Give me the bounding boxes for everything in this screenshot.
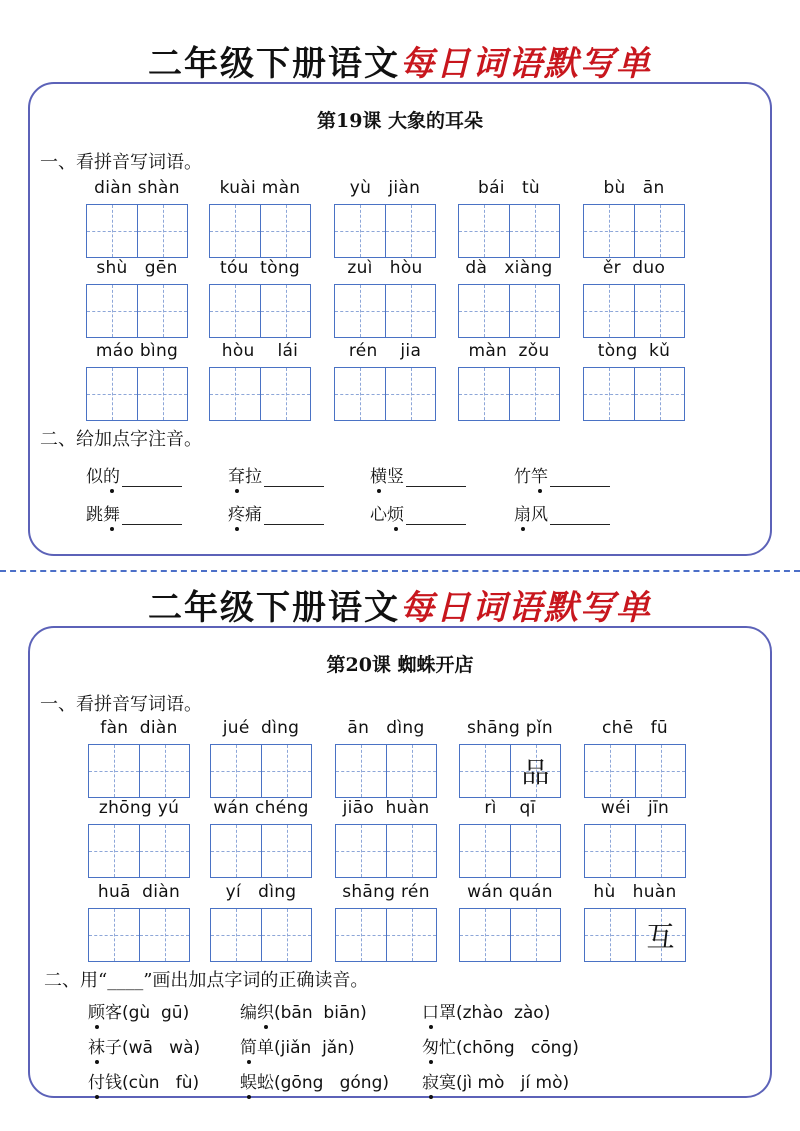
dotted-character: 蜈: [240, 1073, 257, 1093]
tianzige-writing-box[interactable]: [335, 824, 437, 878]
pinyin-label: shù gēn: [96, 258, 178, 278]
tianzige-square[interactable]: [585, 825, 635, 877]
tianzige-square[interactable]: [385, 285, 435, 337]
dotted-character: 竿: [531, 467, 548, 487]
tianzige-square[interactable]: [210, 205, 260, 257]
answer-blank[interactable]: [550, 469, 610, 487]
pinyin-label: bù ān: [603, 178, 665, 198]
item-text: 罩(zhào zào): [439, 1003, 551, 1023]
tianzige-square[interactable]: [336, 909, 386, 961]
tianzige-square[interactable]: [211, 909, 261, 961]
pinyin-label: màn zǒu: [468, 341, 550, 361]
tianzige-writing-box[interactable]: [334, 204, 436, 258]
tianzige-square[interactable]: [386, 745, 436, 797]
tianzige-square[interactable]: [137, 205, 187, 257]
answer-blank[interactable]: [406, 469, 466, 487]
pinyin-label: jiāo huàn: [342, 798, 430, 818]
tianzige-square[interactable]: [87, 368, 137, 420]
pinyin-label: ěr duo: [602, 258, 666, 278]
dotted-character: 匆: [422, 1038, 439, 1058]
tianzige-writing-box[interactable]: [459, 908, 561, 962]
zhuyin-item: [228, 500, 324, 525]
tianzige-writing-box[interactable]: [86, 204, 188, 258]
tianzige-square[interactable]: [336, 745, 386, 797]
tianzige-writing-box[interactable]: [210, 744, 312, 798]
tianzige-square[interactable]: [261, 909, 311, 961]
tianzige-writing-box[interactable]: [210, 908, 312, 962]
choice-item: [240, 1068, 389, 1093]
tianzige-square[interactable]: [139, 825, 189, 877]
dotted-character: 烦: [387, 505, 404, 525]
tianzige-square[interactable]: [460, 745, 510, 797]
answer-blank[interactable]: [122, 469, 182, 487]
tianzige-square[interactable]: [211, 825, 261, 877]
sheet1-title-main: 二年级下册语文: [148, 44, 400, 84]
choice-item: [88, 1068, 199, 1093]
tianzige-square[interactable]: [211, 745, 261, 797]
item-text: 寞(jì mò jí mò): [439, 1073, 570, 1093]
item-text: 似: [86, 467, 103, 487]
pinyin-label: ān dìng: [347, 718, 425, 738]
item-text: 单(jiǎn jǎn): [257, 1038, 355, 1058]
tianzige-square[interactable]: [137, 285, 187, 337]
item-text: 客(gù gū): [105, 1003, 190, 1023]
pinyin-label: hù huàn: [593, 882, 677, 902]
tianzige-square[interactable]: [260, 205, 310, 257]
sheet2-question1: 一、看拼音写词语。: [40, 694, 202, 715]
tianzige-writing-box[interactable]: [458, 204, 560, 258]
tianzige-writing-box[interactable]: [210, 824, 312, 878]
tianzige-writing-box[interactable]: [583, 367, 685, 421]
sheet1-panel: [28, 82, 772, 556]
hint-character: 互: [646, 920, 675, 953]
tianzige-writing-box[interactable]: [86, 367, 188, 421]
zhuyin-item: [86, 500, 182, 525]
item-text: 痛: [245, 505, 262, 525]
pinyin-label: kuài màn: [219, 178, 301, 198]
tianzige-square[interactable]: [139, 745, 189, 797]
choice-item: [240, 1033, 355, 1058]
tianzige-square[interactable]: [87, 205, 137, 257]
item-text: 竹: [514, 467, 531, 487]
sheet1-question1: 一、看拼音写词语。: [40, 152, 202, 173]
answer-blank[interactable]: [550, 507, 610, 525]
choice-item: [88, 1033, 200, 1058]
pinyin-label: diàn shàn: [94, 178, 180, 198]
tianzige-square[interactable]: [509, 368, 559, 420]
tianzige-square[interactable]: [137, 368, 187, 420]
tianzige-square[interactable]: [87, 285, 137, 337]
tianzige-square[interactable]: [89, 909, 139, 961]
dotted-character: 疼: [228, 505, 245, 525]
pinyin-label: yù jiàn: [349, 178, 421, 198]
item-text: 风: [531, 505, 548, 525]
zhuyin-item: [370, 500, 466, 525]
choice-item: [422, 998, 550, 1023]
dotted-character: 的: [103, 467, 120, 487]
item-text: 子(wā wà): [105, 1038, 201, 1058]
tianzige-square[interactable]: [386, 909, 436, 961]
dotted-character: 寂: [422, 1073, 439, 1093]
dotted-character: 袜: [88, 1038, 105, 1058]
tianzige-square[interactable]: [385, 205, 435, 257]
tianzige-square[interactable]: [139, 909, 189, 961]
tianzige-square[interactable]: [634, 205, 684, 257]
tianzige-square[interactable]: [385, 368, 435, 420]
tianzige-square[interactable]: [210, 285, 260, 337]
pinyin-label: tòng kǔ: [597, 341, 671, 361]
dotted-character: 口: [422, 1003, 439, 1023]
dotted-character: 横: [370, 467, 387, 487]
dotted-character: 舞: [103, 505, 120, 525]
tianzige-writing-box[interactable]: [88, 908, 190, 962]
tianzige-square[interactable]: [89, 745, 139, 797]
pinyin-label: yí dìng: [225, 882, 297, 902]
tianzige-writing-box[interactable]: [583, 284, 685, 338]
item-text: 编: [240, 1003, 257, 1023]
tianzige-square[interactable]: [510, 745, 560, 797]
tianzige-square[interactable]: [460, 909, 510, 961]
item-text: 忙(chōng cōng): [439, 1038, 579, 1058]
dotted-character: 付: [88, 1073, 105, 1093]
pinyin-label: wán chéng: [213, 798, 309, 818]
answer-blank[interactable]: [406, 507, 466, 525]
item-text: 竖: [387, 467, 404, 487]
tianzige-square[interactable]: [335, 205, 385, 257]
tianzige-square[interactable]: [585, 909, 635, 961]
zhuyin-item: [228, 462, 324, 487]
dotted-character: 织: [257, 1003, 274, 1023]
tianzige-square[interactable]: [509, 285, 559, 337]
tianzige-writing-box[interactable]: [335, 744, 437, 798]
tianzige-writing-box[interactable]: [584, 908, 686, 962]
item-text: 跳: [86, 505, 103, 525]
tianzige-square[interactable]: [634, 368, 684, 420]
tianzige-writing-box[interactable]: [209, 367, 311, 421]
tianzige-square[interactable]: [459, 368, 509, 420]
pinyin-label: bái tù: [478, 178, 540, 198]
tianzige-square[interactable]: [260, 285, 310, 337]
tianzige-square[interactable]: [584, 285, 634, 337]
pinyin-label: zuì hòu: [347, 258, 423, 278]
zhuyin-item: [514, 500, 610, 525]
sheet2-title-main: 二年级下册语文: [148, 588, 400, 628]
tianzige-square[interactable]: [635, 745, 685, 797]
choice-item: [240, 998, 367, 1023]
tianzige-square[interactable]: [584, 205, 634, 257]
sheet2-title-highlight: 每日词语默写单: [400, 588, 652, 628]
tianzige-square[interactable]: [585, 745, 635, 797]
tianzige-writing-box[interactable]: [583, 204, 685, 258]
tianzige-writing-box[interactable]: [458, 367, 560, 421]
item-text: 拉: [245, 467, 262, 487]
answer-blank[interactable]: [264, 507, 324, 525]
tianzige-square[interactable]: [335, 368, 385, 420]
dotted-character: 顾: [88, 1003, 105, 1023]
tianzige-square[interactable]: [510, 909, 560, 961]
sheet1-lesson-title: 第19课 大象的耳朵: [316, 110, 484, 132]
cut-line-divider: [0, 570, 800, 572]
tianzige-writing-box[interactable]: [334, 284, 436, 338]
item-text: 蚣(gōng góng): [257, 1073, 389, 1093]
tianzige-writing-box[interactable]: [88, 744, 190, 798]
pinyin-label: wéi jīn: [600, 798, 670, 818]
tianzige-square[interactable]: [336, 825, 386, 877]
answer-blank[interactable]: [122, 507, 182, 525]
sheet1-question2: 二、给加点字注音。: [40, 429, 202, 450]
item-text: (bān biān): [274, 1003, 367, 1023]
tianzige-writing-box[interactable]: [335, 908, 437, 962]
pinyin-label: chē fū: [602, 718, 668, 738]
tianzige-writing-box[interactable]: [458, 284, 560, 338]
dotted-character: 耷: [228, 467, 245, 487]
sheet2-panel: [28, 626, 772, 1098]
choice-item: [88, 998, 189, 1023]
tianzige-square[interactable]: [459, 285, 509, 337]
pinyin-label: shāng pǐn: [466, 718, 553, 738]
tianzige-square[interactable]: [460, 825, 510, 877]
tianzige-square[interactable]: [635, 825, 685, 877]
tianzige-square[interactable]: [210, 368, 260, 420]
tianzige-square[interactable]: [584, 368, 634, 420]
pinyin-label: dà xiàng: [465, 258, 553, 278]
dotted-character: 扇: [514, 505, 531, 525]
sheet1-title: [0, 36, 800, 85]
zhuyin-item: [370, 462, 466, 487]
pinyin-label: hòu lái: [221, 341, 299, 361]
tianzige-square[interactable]: [635, 909, 685, 961]
tianzige-square[interactable]: [459, 205, 509, 257]
sheet2-title: [0, 580, 800, 629]
pinyin-label: rén jia: [348, 341, 422, 361]
tianzige-square[interactable]: [510, 825, 560, 877]
tianzige-writing-box[interactable]: [209, 204, 311, 258]
tianzige-writing-box[interactable]: [209, 284, 311, 338]
tianzige-writing-box[interactable]: [334, 367, 436, 421]
tianzige-square[interactable]: [261, 745, 311, 797]
sheet2-lesson-title: 第20课 蜘蛛开店: [326, 654, 474, 676]
tianzige-square[interactable]: [89, 825, 139, 877]
tianzige-square[interactable]: [261, 825, 311, 877]
tianzige-square[interactable]: [509, 205, 559, 257]
sheet1-title-highlight: 每日词语默写单: [400, 44, 652, 84]
tianzige-writing-box[interactable]: [584, 744, 686, 798]
hint-character: 品: [521, 756, 550, 789]
item-text: 钱(cùn fù): [105, 1073, 200, 1093]
pinyin-label: jué dìng: [222, 718, 300, 738]
tianzige-square[interactable]: [634, 285, 684, 337]
pinyin-label: huā diàn: [97, 882, 181, 902]
pinyin-label: rì qī: [484, 798, 536, 818]
zhuyin-item: [514, 462, 610, 487]
pinyin-label: máo bìng: [95, 341, 179, 361]
choice-item: [422, 1033, 579, 1058]
choice-item: [422, 1068, 569, 1093]
sheet2-question2: 二、用“____”画出加点字词的正确读音。: [44, 970, 369, 991]
tianzige-writing-box[interactable]: [88, 824, 190, 878]
pinyin-label: wán quán: [467, 882, 553, 902]
pinyin-label: zhōng yú: [98, 798, 180, 818]
tianzige-writing-box[interactable]: [584, 824, 686, 878]
tianzige-writing-box[interactable]: [86, 284, 188, 338]
pinyin-label: shāng rén: [342, 882, 430, 902]
tianzige-square[interactable]: [386, 825, 436, 877]
tianzige-writing-box[interactable]: [459, 744, 561, 798]
dotted-character: 简: [240, 1038, 257, 1058]
answer-blank[interactable]: [264, 469, 324, 487]
zhuyin-item: [86, 462, 182, 487]
item-text: 心: [370, 505, 387, 525]
pinyin-label: fàn diàn: [100, 718, 178, 738]
tianzige-writing-box[interactable]: [459, 824, 561, 878]
tianzige-square[interactable]: [335, 285, 385, 337]
tianzige-square[interactable]: [260, 368, 310, 420]
pinyin-label: tóu tòng: [220, 258, 300, 278]
